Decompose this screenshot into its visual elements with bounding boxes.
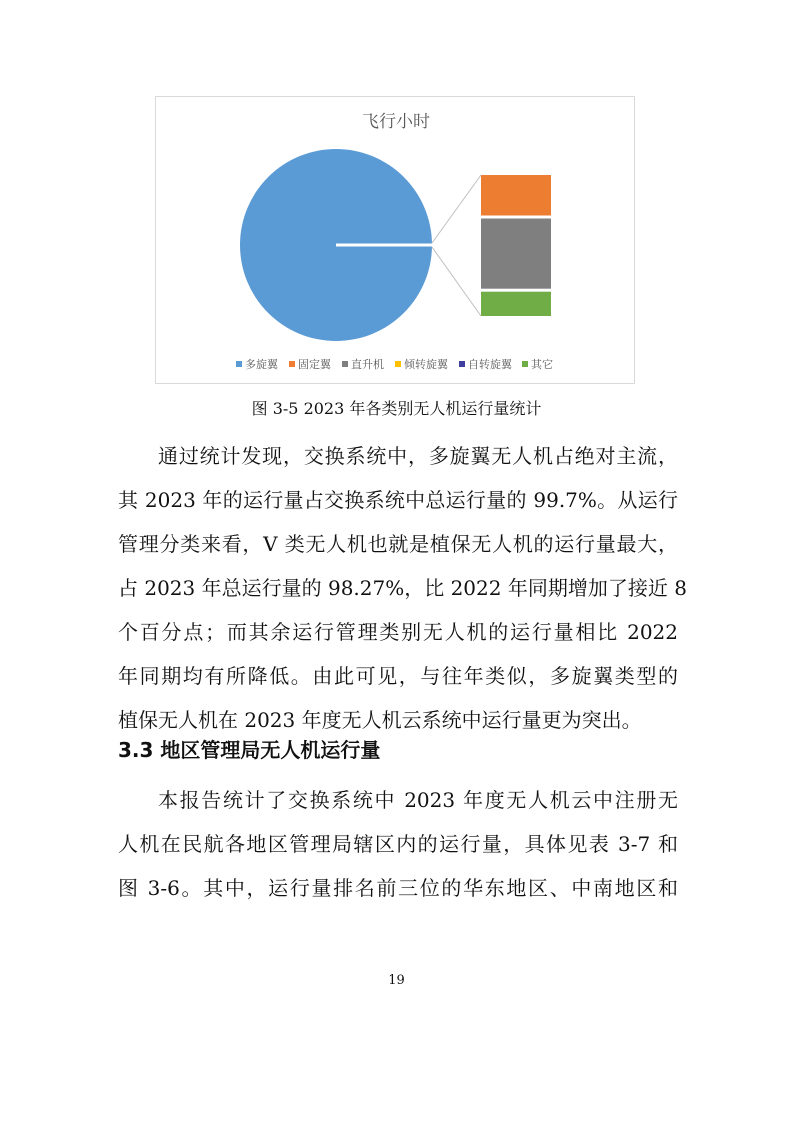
paragraph-line: 年同期均有所降低。由此可见，与往年类似，多旋翼类型的 xyxy=(118,664,678,688)
connector-line-bottom xyxy=(432,247,481,316)
legend-swatch xyxy=(459,361,465,367)
paragraph-2 xyxy=(118,778,678,910)
legend-label: 多旋翼 xyxy=(245,358,278,371)
legend-label: 自转旋翼 xyxy=(468,358,512,371)
legend xyxy=(236,357,553,371)
bar-segment-helicopter xyxy=(481,219,551,289)
paragraph-line: 其 2023 年的运行量占交换系统中总运行量的 99.7%。从运行 xyxy=(118,488,678,512)
paragraph-line: 本报告统计了交换系统中 2023 年度无人机云中注册无 xyxy=(158,788,678,812)
pie-chart-svg xyxy=(156,97,636,385)
connector-line-top xyxy=(432,175,481,243)
paragraph-line: 管理分类来看，V 类无人机也就是植保无人机的运行量最大， xyxy=(118,532,678,556)
paragraph-line: 图 3-6。其中，运行量排名前三位的华东地区、中南地区和 xyxy=(118,876,678,900)
bar-segment-fixed-wing xyxy=(481,175,551,216)
pie-chart xyxy=(155,96,635,384)
paragraph-line: 通过统计发现，交换系统中，多旋翼无人机占绝对主流， xyxy=(158,444,678,468)
figure-caption: 图 3-5 2023 年各类别无人机运行量统计 xyxy=(251,399,542,418)
paragraph-line: 植保无人机在 2023 年度无人机云系统中运行量更为突出。 xyxy=(118,708,642,732)
legend-swatch xyxy=(395,361,401,367)
paragraph-line: 占 2023 年总运行量的 98.27%，比 2022 年同期增加了接近 8 xyxy=(118,576,687,600)
legend-label: 倾转旋翼 xyxy=(404,358,448,371)
paragraph-line: 个百分点；而其余运行管理类别无人机的运行量相比 2022 xyxy=(118,620,678,644)
legend-swatch xyxy=(342,361,348,367)
bar-segment-other xyxy=(481,292,551,316)
paragraph-1 xyxy=(118,434,687,742)
legend-swatch xyxy=(236,361,242,367)
legend-label: 固定翼 xyxy=(298,358,331,371)
legend-label: 其它 xyxy=(531,358,553,371)
legend-swatch xyxy=(522,361,528,367)
page-number: 19 xyxy=(388,973,405,988)
pie-group xyxy=(240,149,433,341)
secondary-bar-group xyxy=(432,175,551,316)
legend-label: 直升机 xyxy=(351,358,384,371)
paragraph-line: 人机在民航各地区管理局辖区内的运行量，具体见表 3-7 和 xyxy=(118,832,678,856)
chart-title: 飞行小时 xyxy=(362,112,430,132)
section-heading: 3.3 地区管理局无人机运行量 xyxy=(118,738,381,762)
legend-swatch xyxy=(289,361,295,367)
